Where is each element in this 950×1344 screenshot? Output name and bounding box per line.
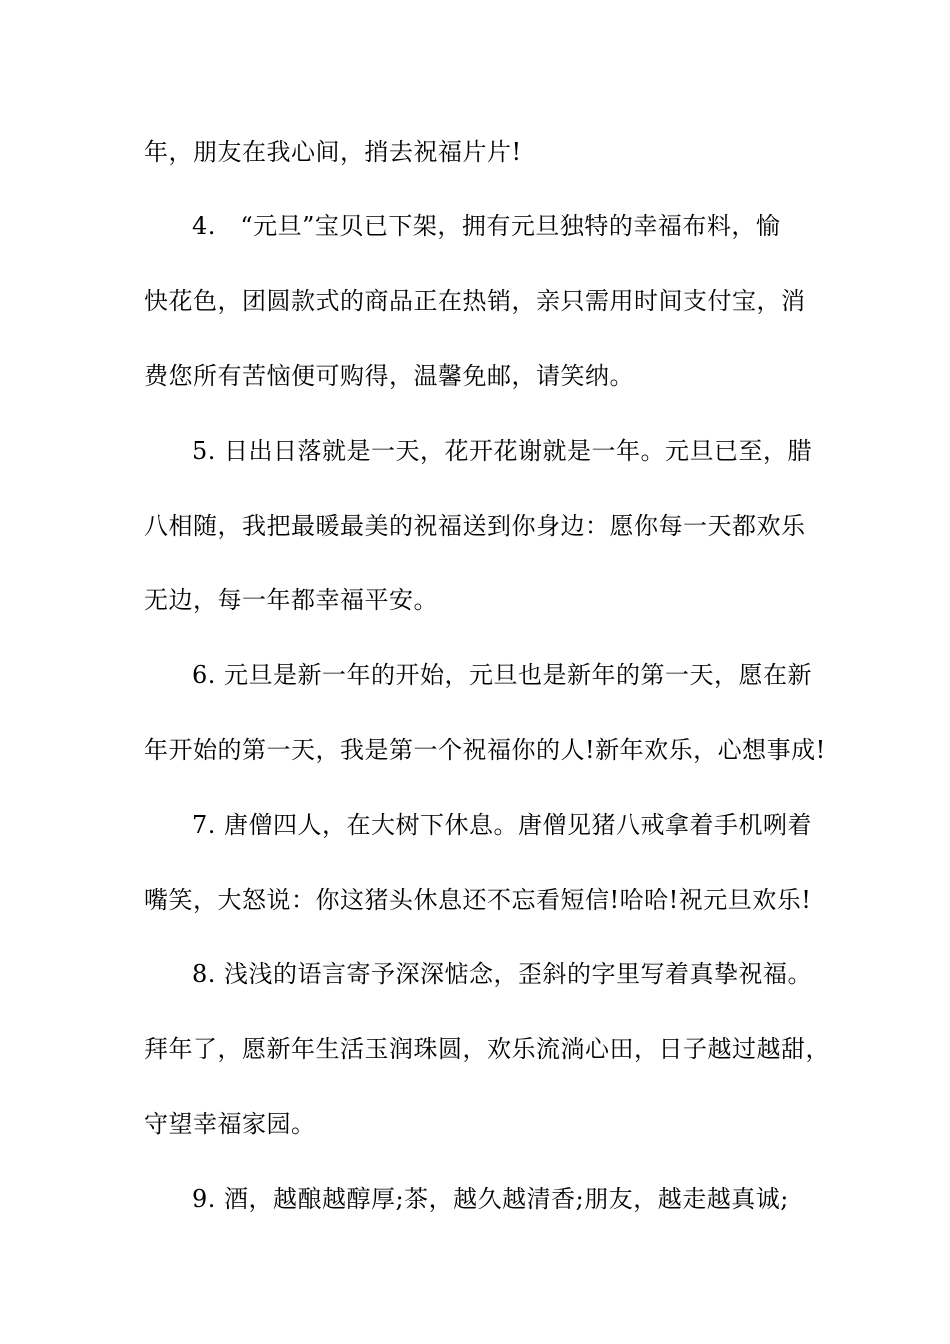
text-line: 嘴笑，大怒说：你这猪头休息还不忘看短信!哈哈!祝元旦欢乐!: [144, 886, 812, 914]
text-line: 快花色，团圆款式的商品正在热销，亲只需用时间支付宝，消: [144, 287, 806, 315]
list-item-9-line-1: 9. 酒，越酿越醇厚;茶，越久越清香;朋友，越走越真诚;: [192, 1185, 789, 1213]
list-item-6-line-1: 6. 元旦是新一年的开始，元旦也是新年的第一天，愿在新: [192, 661, 813, 689]
list-item-7-line-1: 7. 唐僧四人，在大树下休息。唐僧见猪八戒拿着手机咧着: [192, 811, 813, 839]
list-item-8-line-1: 8. 浅浅的语言寄予深深惦念，歪斜的字里写着真挚祝福。: [192, 960, 813, 988]
text-line: 守望幸福家园。: [144, 1110, 316, 1138]
text-line: 年开始的第一天，我是第一个祝福你的人!新年欢乐，心想事成!: [144, 736, 826, 764]
text-line: 年，朋友在我心间，捎去祝福片片!: [144, 138, 522, 166]
text-line: 拜年了，愿新年生活玉润珠圆，欢乐流淌心田，日子越过越甜，: [144, 1035, 830, 1063]
text-line: 八相随，我把最暖最美的祝福送到你身边：愿你每一天都欢乐: [144, 512, 806, 540]
text-line: 费您所有苦恼便可购得，温馨免邮，请笑纳。: [144, 362, 634, 390]
list-item-4-line-1: 4. “元旦”宝贝已下架，拥有元旦独特的幸福布料，愉: [192, 212, 781, 240]
list-item-5-line-1: 5. 日出日落就是一天，花开花谢就是一年。元旦已至，腊: [192, 437, 813, 465]
text-line: 无边，每一年都幸福平安。: [144, 586, 438, 614]
